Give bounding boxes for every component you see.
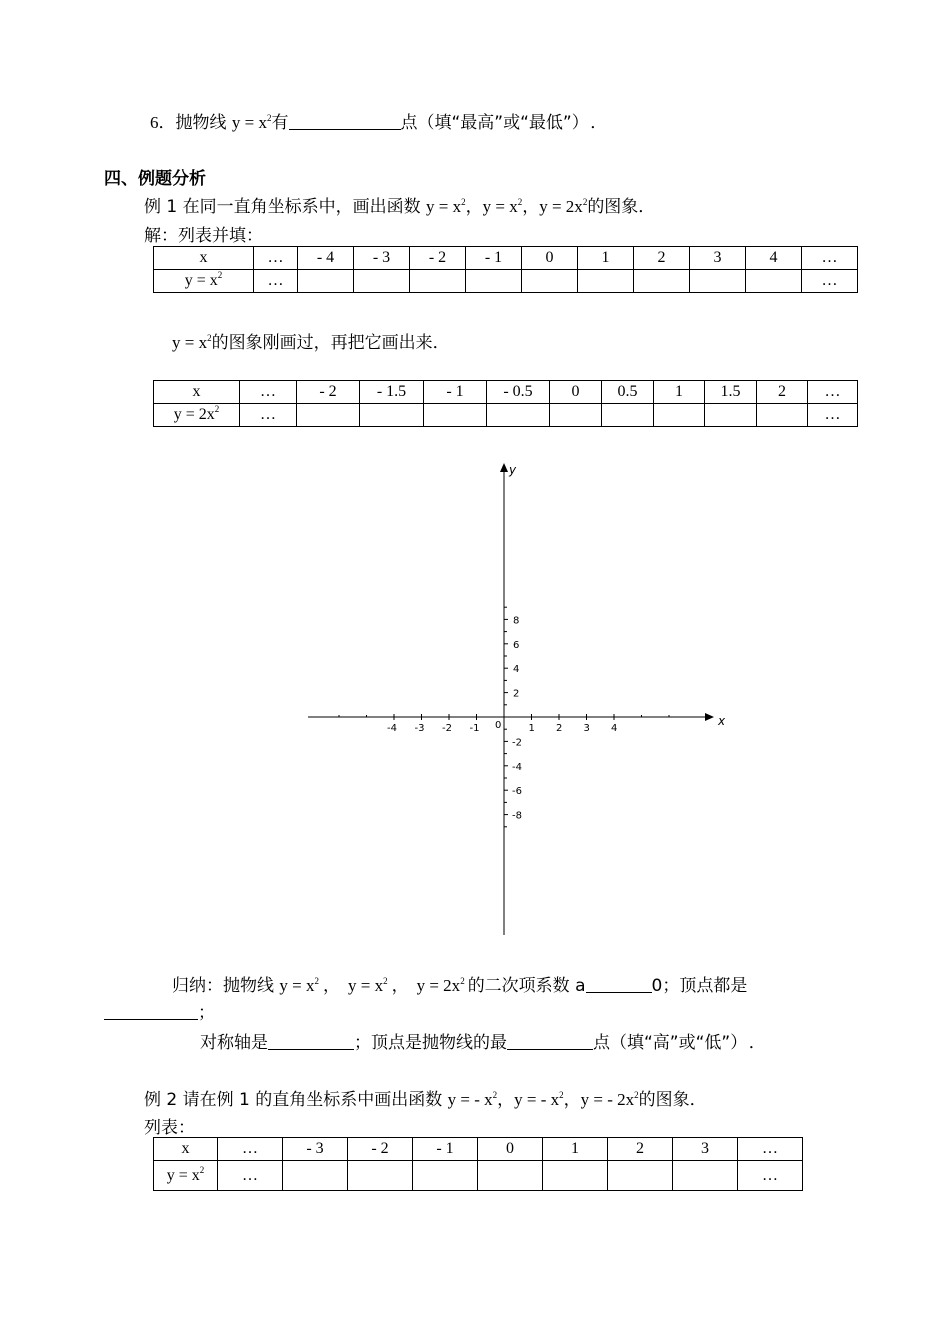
- table-header-row: [154, 381, 858, 404]
- exponent: 2: [559, 1090, 564, 1100]
- table-cell[interactable]: [654, 404, 705, 427]
- summary-text: ；顶点是抛物线的最: [354, 1033, 507, 1053]
- table-cell: - 1: [466, 247, 522, 270]
- summary-text: 0；顶点都是: [651, 976, 748, 996]
- table-cell: …: [254, 270, 298, 293]
- table-cell: x: [154, 247, 254, 270]
- exponent: 2: [517, 197, 523, 207]
- table-cell: 4: [746, 247, 802, 270]
- table-cell: - 1: [413, 1138, 478, 1161]
- answer-blank[interactable]: [289, 113, 401, 130]
- table-cell: 0: [478, 1138, 543, 1161]
- table-row: [154, 404, 858, 427]
- table-cell[interactable]: [487, 404, 550, 427]
- period: ．: [748, 1033, 766, 1052]
- x-axis-arrow: [705, 713, 714, 721]
- exponent: 2: [207, 333, 212, 343]
- summary-text: 归纳：抛物线: [172, 976, 280, 996]
- formula: y = x: [482, 197, 518, 216]
- table-cell[interactable]: [746, 270, 802, 293]
- formula: y = 2x: [173, 406, 215, 423]
- answer-blank[interactable]: [507, 1033, 593, 1050]
- origin-label: 0: [495, 720, 502, 731]
- table-cell[interactable]: [602, 404, 654, 427]
- exponent: 2: [267, 113, 272, 123]
- answer-blank[interactable]: [268, 1033, 354, 1050]
- table-cell: …: [240, 381, 297, 404]
- x-tick-label: -1: [469, 723, 480, 734]
- formula: y = - x: [514, 1090, 560, 1109]
- table-cell: - 3: [354, 247, 410, 270]
- y-tick-label: 6: [513, 639, 520, 651]
- separator: ；: [198, 1003, 215, 1022]
- formula: y = - 2x: [580, 1090, 635, 1109]
- question-text: 抛物线: [175, 113, 232, 133]
- table-cell: …: [218, 1138, 283, 1161]
- summary-text: 的二次项系数 a: [467, 976, 586, 996]
- table-row: [154, 1161, 803, 1191]
- table-cell: …: [218, 1161, 283, 1191]
- y-axis-label: y: [509, 463, 517, 477]
- table-cell: - 2: [348, 1138, 413, 1161]
- y-axis-arrow: [500, 463, 508, 472]
- table-cell: - 2: [297, 381, 360, 404]
- summary-text: 对称轴是: [200, 1033, 268, 1053]
- example-1: [144, 192, 655, 217]
- table-cell[interactable]: [283, 1161, 348, 1191]
- formula: y = x: [279, 976, 315, 995]
- x-tick-label: 3: [583, 723, 590, 734]
- table-cell: 2: [608, 1138, 673, 1161]
- table-cell[interactable]: [298, 270, 354, 293]
- separator: ，: [465, 197, 483, 216]
- table-cell: 1: [543, 1138, 608, 1161]
- table-cell[interactable]: [634, 270, 690, 293]
- formula: y = x: [166, 1166, 200, 1184]
- separator: ，: [563, 1090, 581, 1109]
- table-cell[interactable]: [348, 1161, 413, 1191]
- example-2: [144, 1085, 707, 1110]
- table-3: [153, 1137, 803, 1191]
- formula: y = 2x: [416, 976, 461, 995]
- list-label: 列表：: [144, 1118, 195, 1138]
- answer-blank[interactable]: [586, 976, 652, 993]
- summary-line-2: [104, 998, 215, 1023]
- row-label: [154, 1161, 218, 1191]
- exponent: 2: [634, 1090, 639, 1100]
- middle-text: [172, 328, 450, 353]
- table-cell: 1: [654, 381, 705, 404]
- table-cell: - 0.5: [487, 381, 550, 404]
- y-tick-label: 2: [513, 688, 520, 700]
- summary-text: 点（填“高”或“低”）: [593, 1033, 739, 1053]
- coordinate-plane[interactable]: [300, 455, 740, 945]
- table-cell: 0.5: [602, 381, 654, 404]
- example-text: 的图象．: [638, 1090, 707, 1110]
- table-cell[interactable]: [578, 270, 634, 293]
- table-cell[interactable]: [424, 404, 487, 427]
- table-cell: 1.5: [705, 381, 757, 404]
- table-cell[interactable]: [360, 404, 424, 427]
- table-cell: x: [154, 381, 240, 404]
- instruction-text: 的图象刚画过，再把它画出来．: [211, 333, 450, 353]
- table-1: [153, 246, 858, 293]
- formula: y = 2x: [539, 197, 583, 216]
- y-tick-label: 8: [513, 615, 520, 627]
- question-6: [150, 108, 607, 133]
- exponent: 2: [460, 976, 465, 986]
- separator: ，: [497, 1090, 515, 1109]
- x-tick-label: -4: [387, 723, 397, 734]
- y-tick-label: -6: [512, 786, 522, 798]
- table-cell[interactable]: [413, 1161, 478, 1191]
- period: ．: [590, 113, 608, 132]
- exponent: 2: [492, 1090, 498, 1100]
- exponent: 2: [314, 976, 319, 986]
- table-cell[interactable]: [466, 270, 522, 293]
- exponent: 2: [461, 197, 466, 207]
- y-tick-label: -4: [512, 761, 522, 773]
- exponent: 2: [214, 404, 220, 414]
- table-header-row: [154, 247, 858, 270]
- table-2: [153, 380, 858, 427]
- solution-label: 解：列表并填：: [144, 226, 263, 246]
- table-cell: …: [802, 247, 858, 270]
- question-text: 点（填“最高”或“最低”）: [400, 113, 581, 133]
- separator: ，: [391, 976, 409, 995]
- table-cell: …: [808, 404, 858, 427]
- table-cell: - 4: [298, 247, 354, 270]
- table-header-row: [154, 1138, 803, 1161]
- table-cell[interactable]: [673, 1161, 738, 1191]
- y-tick-label: -2: [512, 737, 522, 749]
- table-cell: - 1: [424, 381, 487, 404]
- formula: y = x: [348, 976, 384, 995]
- example-text: 例 2 请在例 1 的直角坐标系中画出函数: [144, 1090, 448, 1110]
- table-cell: 2: [634, 247, 690, 270]
- table-cell: 3: [690, 247, 746, 270]
- formula: y = x: [172, 333, 208, 352]
- table-cell: - 1.5: [360, 381, 424, 404]
- table-row: [154, 270, 858, 293]
- table-cell[interactable]: [550, 404, 602, 427]
- row-label: [154, 270, 254, 293]
- separator: ，: [522, 197, 540, 216]
- question-number: 6．: [150, 113, 176, 132]
- table-cell[interactable]: [478, 1161, 543, 1191]
- formula: y = x: [184, 272, 218, 289]
- x-tick-label: 1: [528, 723, 535, 734]
- x-tick-label: -2: [442, 723, 452, 734]
- summary-line-3: [200, 1028, 766, 1053]
- table-cell[interactable]: [410, 270, 466, 293]
- summary-line-1: [172, 971, 747, 996]
- table-cell[interactable]: [354, 270, 410, 293]
- table-cell: …: [802, 270, 858, 293]
- formula: y = x: [231, 113, 267, 132]
- example-text: 的图象．: [587, 197, 656, 217]
- table-cell: 0: [550, 381, 602, 404]
- table-cell: 2: [757, 381, 808, 404]
- formula: y = - x: [447, 1090, 493, 1109]
- table-cell: …: [240, 404, 297, 427]
- x-tick-label: 2: [556, 723, 563, 734]
- exponent: 2: [199, 1164, 205, 1175]
- question-text: 有: [271, 113, 289, 133]
- table-cell[interactable]: [543, 1161, 608, 1191]
- exponent: 2: [582, 197, 588, 207]
- formula: y = x: [426, 197, 462, 216]
- section-title: 四、例题分析: [104, 169, 206, 189]
- table-cell[interactable]: [522, 270, 578, 293]
- table-cell[interactable]: [705, 404, 757, 427]
- table-cell[interactable]: [608, 1161, 673, 1191]
- answer-blank[interactable]: [104, 1003, 198, 1020]
- table-cell: x: [154, 1138, 218, 1161]
- exponent: 2: [383, 976, 388, 986]
- table-cell[interactable]: [297, 404, 360, 427]
- table-cell: …: [808, 381, 858, 404]
- table-cell[interactable]: [690, 270, 746, 293]
- table-cell: 3: [673, 1138, 738, 1161]
- table-cell: 1: [578, 247, 634, 270]
- separator: ，: [323, 976, 340, 995]
- y-tick-label: 4: [513, 664, 520, 676]
- x-tick-label: -3: [414, 723, 425, 734]
- y-tick-label: -8: [512, 810, 522, 822]
- table-cell: 0: [522, 247, 578, 270]
- table-cell[interactable]: [757, 404, 808, 427]
- x-axis-label: x: [718, 714, 726, 728]
- table-cell: …: [254, 247, 298, 270]
- table-cell: - 3: [283, 1138, 348, 1161]
- example-text: 例 1 在同一直角坐标系中，画出函数: [144, 197, 427, 217]
- row-label: [154, 404, 240, 427]
- table-cell: …: [738, 1161, 803, 1191]
- exponent: 2: [217, 270, 223, 280]
- table-cell: - 2: [410, 247, 466, 270]
- table-cell: …: [738, 1138, 803, 1161]
- x-tick-label: 4: [611, 723, 618, 734]
